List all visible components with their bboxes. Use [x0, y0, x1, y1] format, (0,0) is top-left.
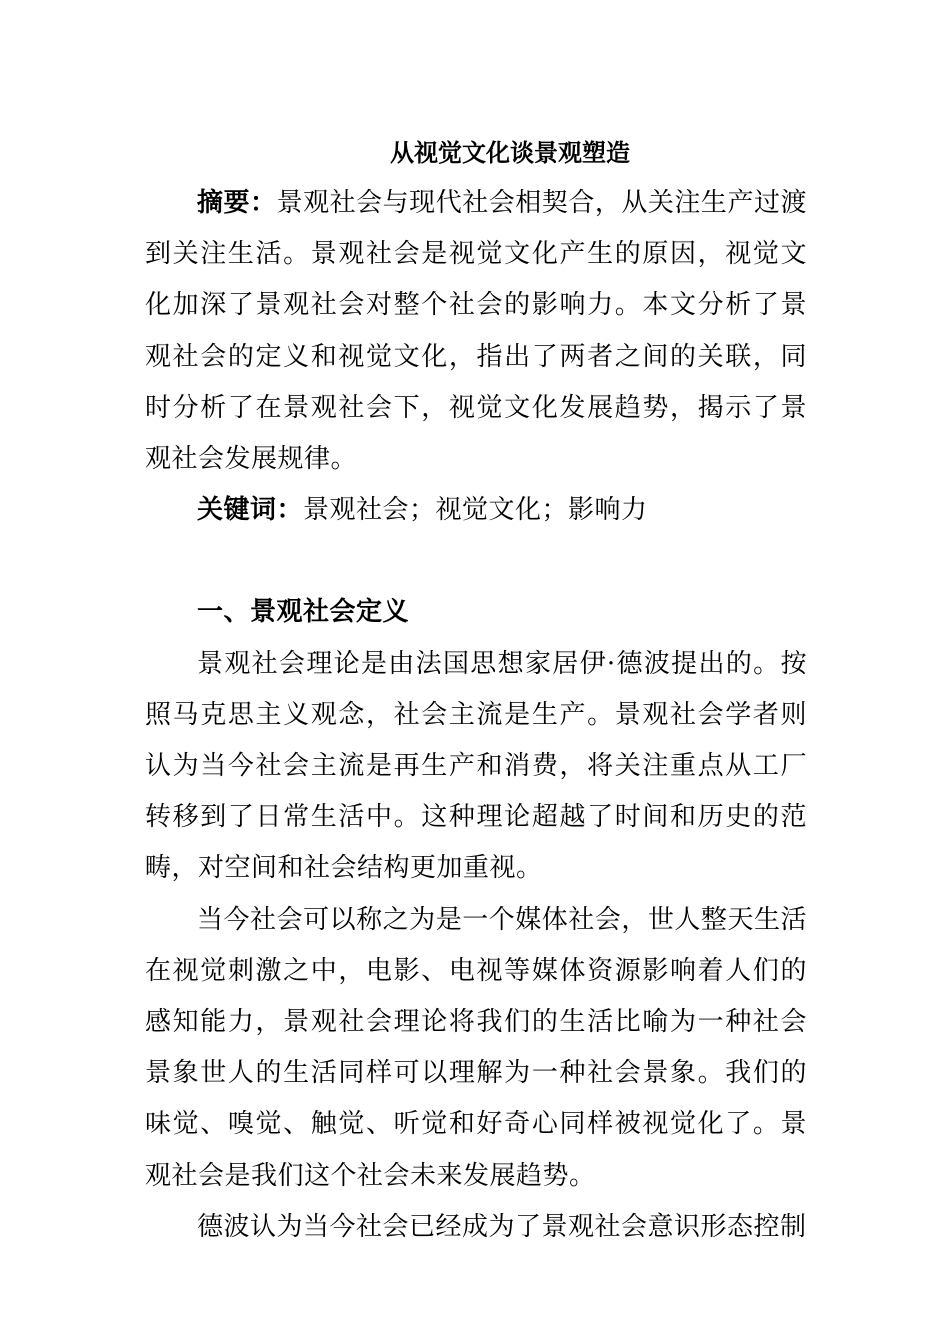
body-paragraph-3: 德波认为当今社会已经成为了景观社会意识形态控制: [197, 1211, 807, 1242]
abstract-paragraph: [145, 178, 807, 485]
blank-line: [145, 536, 807, 587]
abstract-label: 摘要：: [197, 188, 277, 218]
document-title: 从视觉文化谈景观塑造: [390, 138, 630, 167]
body-paragraph-2: 当今社会可以称之为是一个媒体社会，世人整天生活在视觉刺激之中，电影、电视等媒体资源影响着人们的感知能力，景观社会理论将我们的生活比喻为一种社会景象世人的生活同样可以理解为一种社会景象。我们的味觉、嗅觉、触觉、听觉和好奇心同样被视觉化了。景观社会是我们这个社会未来发展趋势。: [145, 904, 807, 1191]
section-heading: 一、景观社会定义: [197, 597, 410, 628]
body-paragraph-1: 景观社会理论是由法国思想家居伊·德波提出的。按照马克思主义观念，社会主流是生产。景观社会学者则认为当今社会主流是再生产和消费，将关注重点从工厂转移到了日常生活中。这种理论超越了时间和历史的范畴，对空间和社会结构更加重视。: [145, 648, 807, 884]
abstract-text: 景观社会与现代社会相契合，从关注生产过渡到关注生活。景观社会是视觉文化产生的原因，视觉文化加深了景观社会对整个社会的影响力。本文分析了景观社会的定义和视觉文化，指出了两者之间的关联，同时分析了在景观社会下，视觉文化发展趋势，揭示了景观社会发展规律。: [145, 188, 807, 475]
keywords-text: 景观社会；视觉文化；影响力: [303, 495, 648, 526]
keywords-label: 关键词：: [197, 495, 304, 526]
keywords-paragraph: [145, 485, 807, 536]
document-page: [145, 128, 807, 1253]
